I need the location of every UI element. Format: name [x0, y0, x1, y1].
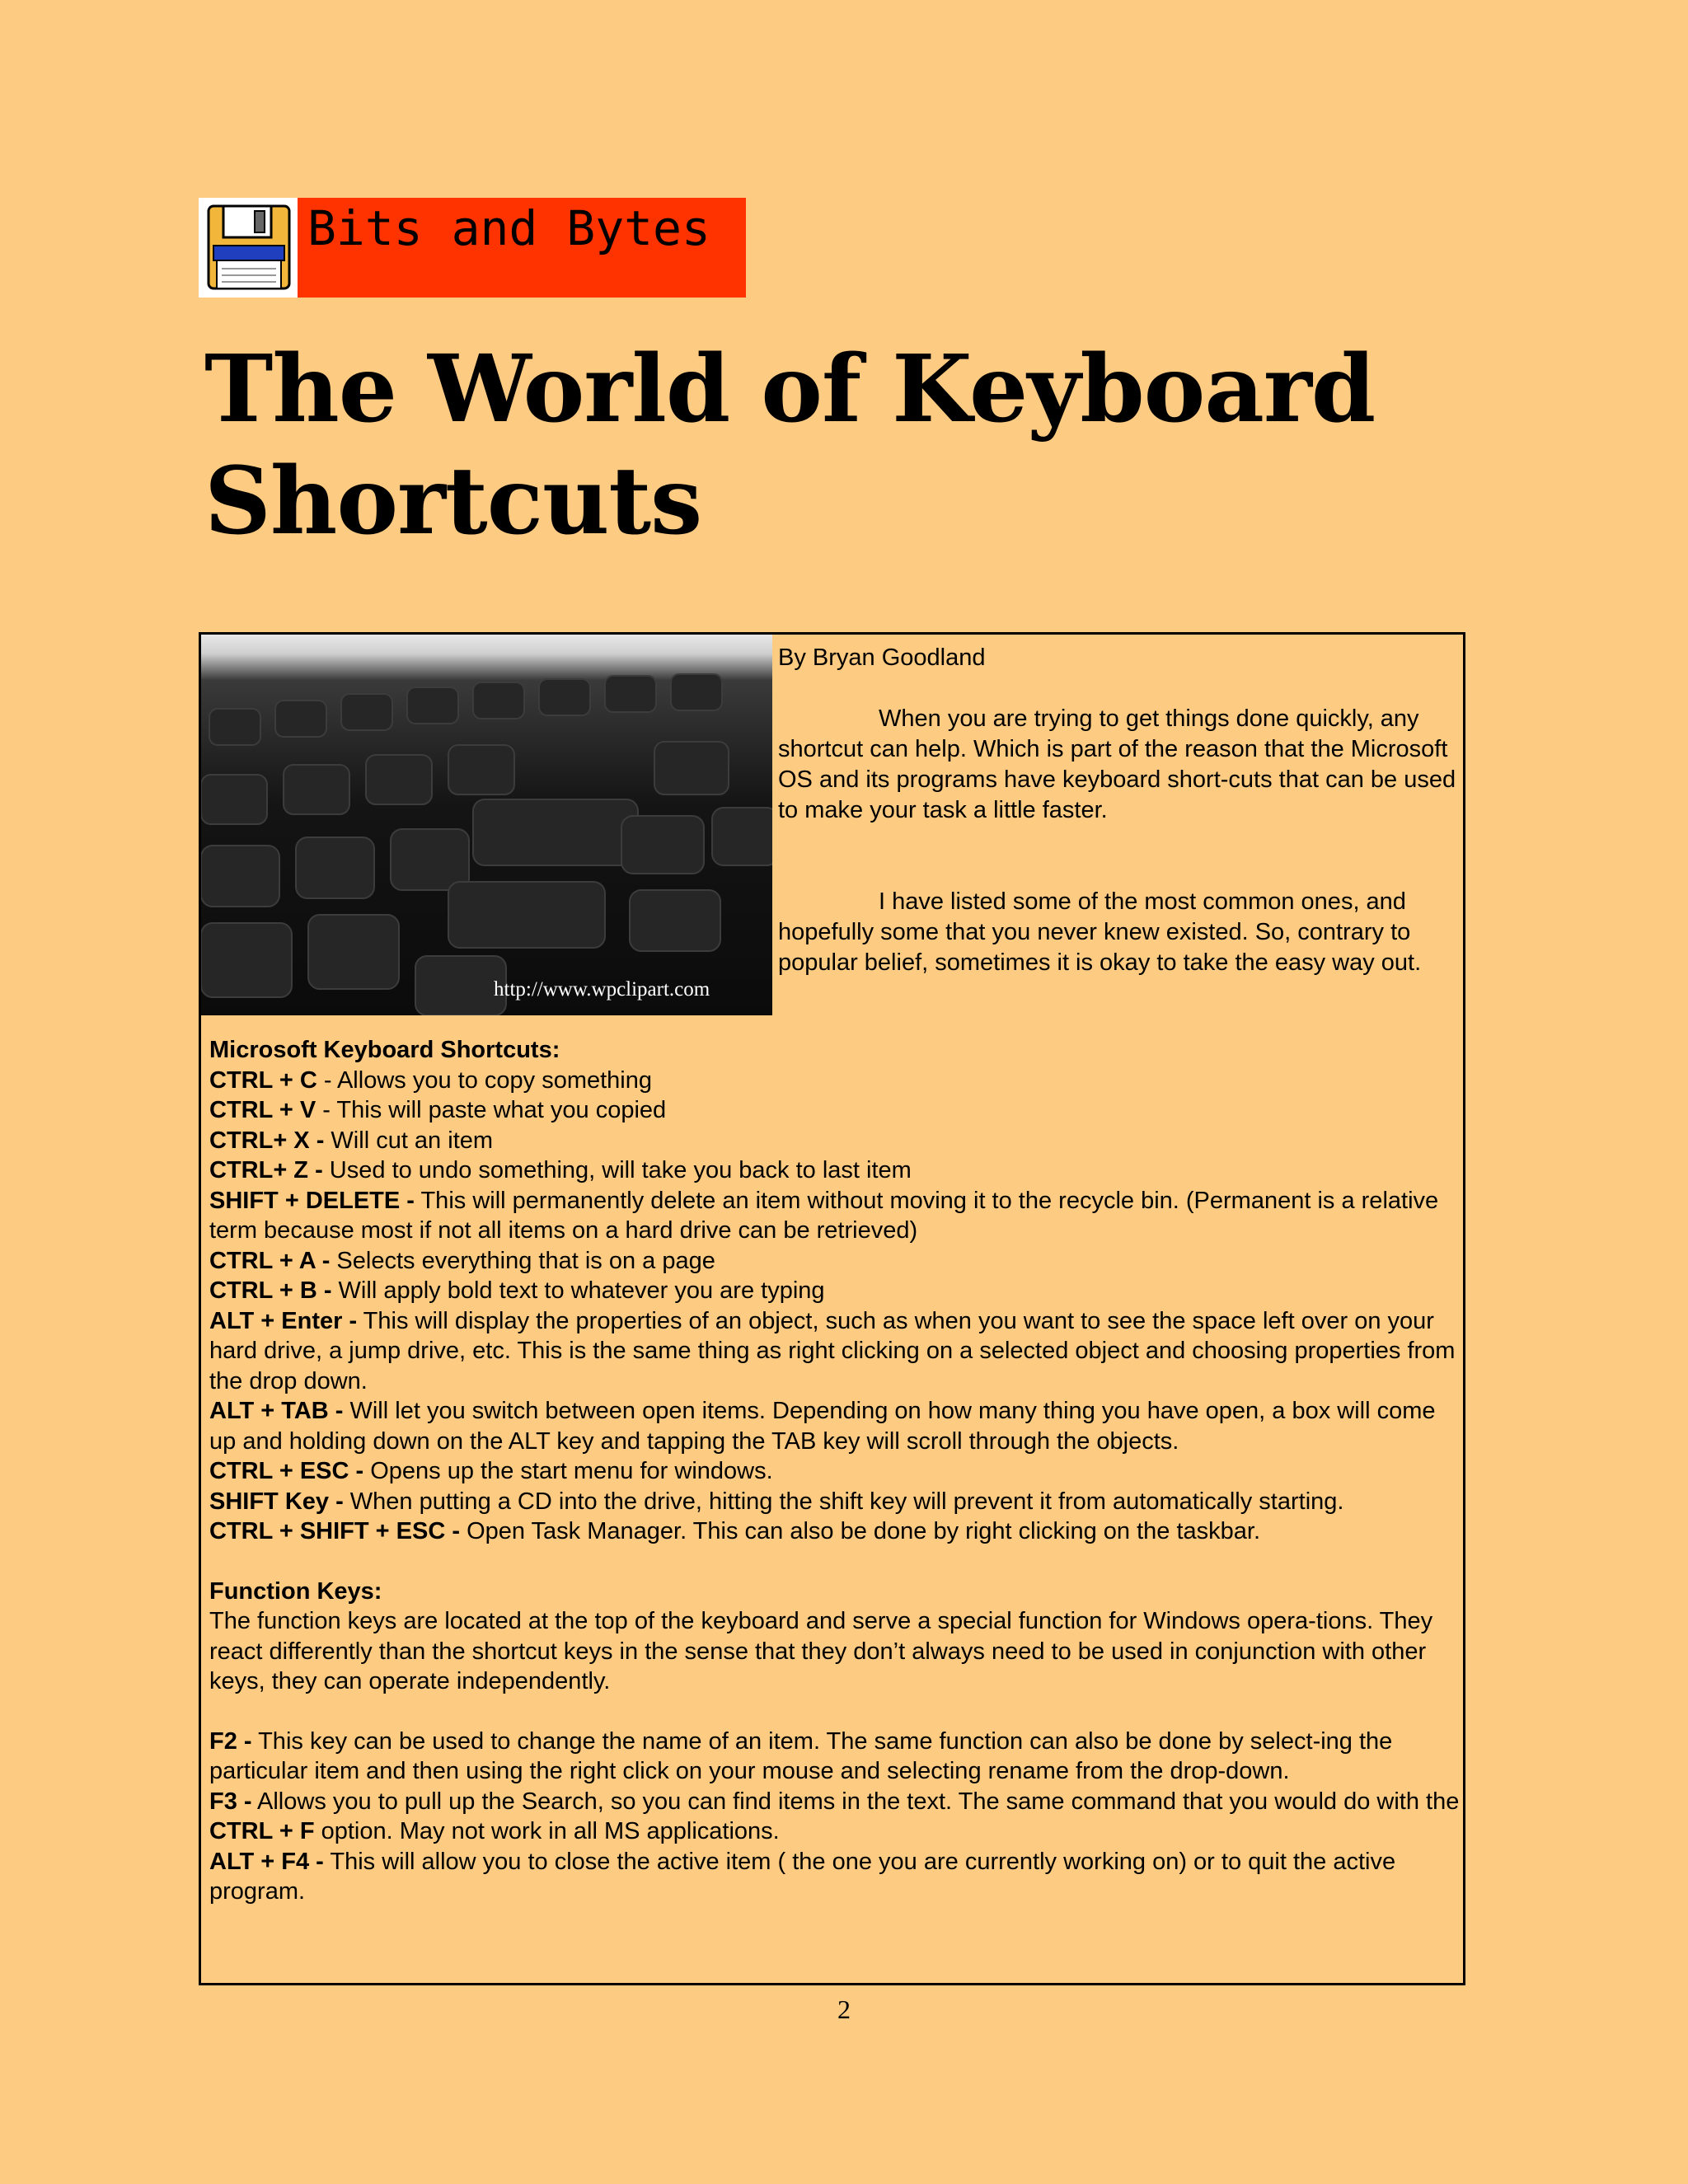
shortcut-desc: This will permanently delete an item without moving it to the recycle bin. (Permanent is a relative term because most if not all items on a hard drive can be retrieved) — [209, 1187, 1439, 1244]
shortcut-item — [209, 1246, 1462, 1277]
byline: By Bryan Goodland — [778, 644, 986, 671]
page-number: 2 — [837, 1994, 851, 2024]
shortcut-key: CTRL+ Z - — [209, 1157, 323, 1183]
shortcut-key: CTRL + A - — [209, 1247, 331, 1274]
function-key-item — [209, 1847, 1462, 1907]
floppy-disk-icon — [199, 198, 298, 298]
photo-credit: http://www.wpclipart.com — [494, 978, 710, 1001]
shortcut-key: CTRL+ X - — [209, 1127, 325, 1154]
shortcut-key: CTRL + B - — [209, 1277, 332, 1304]
shortcut-item — [209, 1095, 1462, 1126]
shortcut-item — [209, 1186, 1462, 1246]
shortcut-desc: Opens up the start menu for windows. — [363, 1458, 773, 1484]
shortcut-desc: option. May not work in all MS applications. — [314, 1818, 780, 1844]
spacer — [778, 673, 1458, 704]
spacer — [209, 1547, 1462, 1577]
keyboard-photo — [201, 635, 772, 1015]
shortcut-desc: When putting a CD into the drive, hitting the shift key will prevent it from automatically starting. — [343, 1488, 1344, 1515]
spacer — [209, 1697, 1462, 1727]
function-key-item — [209, 1787, 1462, 1847]
shortcut-key: ALT + Enter - — [209, 1307, 358, 1334]
shortcut-item — [209, 1066, 1462, 1096]
shortcut-key: F3 - — [209, 1788, 252, 1815]
shortcut-key: CTRL + ESC - — [209, 1458, 364, 1484]
shortcut-key: F2 - — [209, 1727, 252, 1755]
shortcut-desc: Allows you to pull up the Search, so you can find items in the text. The same command that you would do with the — [251, 1788, 1460, 1815]
shortcut-item — [209, 1155, 1462, 1186]
shortcut-key: ALT + F4 - — [209, 1848, 324, 1875]
shortcut-desc: Open Task Manager. This can also be done by right clicking on the taskbar. — [460, 1518, 1261, 1544]
shortcut-item — [209, 1306, 1462, 1397]
function-key-item — [209, 1727, 1462, 1787]
intro-paragraph-1: When you are trying to get things done quickly, any shortcut can help. Which is part of the reason that the Microsoft OS and its programs have keyboard short-cuts that can be used to make your task a little faster. — [778, 705, 1456, 823]
spacer — [778, 826, 1458, 887]
shortcut-desc: This key can be used to change the name of an item. The same function can also be done by select-ing the particular item and then using the right click on your mouse and selecting rename from the drop-down. — [209, 1727, 1393, 1784]
shortcut-key: CTRL + C — [209, 1066, 317, 1094]
shortcut-desc: - Allows you to copy something — [316, 1066, 652, 1094]
shortcut-item — [209, 1126, 1462, 1156]
shortcut-item — [209, 1456, 1462, 1487]
shortcut-item — [209, 1276, 1462, 1306]
shortcuts-heading: Microsoft Keyboard Shortcuts: — [209, 1037, 560, 1063]
section-label: Bits and Bytes — [298, 198, 746, 298]
shortcut-desc: Will let you switch between open items. Depending on how many thing you have open, a box will come up and holding down on the ALT key and tapping the TAB key will scroll through the objects. — [209, 1398, 1436, 1455]
shortcut-key: CTRL + SHIFT + ESC - — [209, 1518, 461, 1544]
function-keys-heading: Function Keys: — [209, 1577, 382, 1605]
shortcut-item — [209, 1487, 1462, 1517]
shortcut-desc: Will cut an item — [324, 1127, 494, 1154]
article-body — [209, 1035, 1462, 1907]
shortcut-desc: Selects everything that is on a page — [330, 1247, 715, 1274]
shortcut-desc: Will apply bold text to whatever you are typing — [331, 1277, 825, 1304]
shortcut-desc: This will display the properties of an object, such as when you want to see the space left over on your hard drive, a jump drive, etc. This is the same thing as right clicking on a selected object and choosing properties from the drop down. — [209, 1307, 1456, 1394]
article-box — [199, 632, 1465, 1985]
shortcut-key: ALT + TAB - — [209, 1398, 344, 1424]
keyboard-illustration — [201, 635, 772, 1015]
article-title: The World of Keyboard Shortcuts — [204, 335, 1376, 555]
shortcut-key: SHIFT Key - — [209, 1488, 344, 1515]
shortcut-desc: Used to undo something, will take you back to last item — [322, 1157, 912, 1183]
intro-column — [778, 643, 1458, 978]
function-keys-intro: The function keys are located at the top of the keyboard and serve a special function for Windows opera-tions. They react differently than the shortcut keys in the sense that they don’t always need to be used in conjunction with other keys, they can operate independently. — [209, 1608, 1433, 1694]
shortcut-item — [209, 1516, 1462, 1547]
shortcut-desc: - This will paste what you copied — [316, 1097, 667, 1123]
shortcut-key: CTRL + V — [209, 1097, 316, 1123]
shortcut-key: SHIFT + DELETE - — [209, 1187, 415, 1214]
shortcut-desc: This will allow you to close the active item ( the one you are currently working on) or to quit the active program. — [209, 1848, 1396, 1905]
shortcut-item — [209, 1396, 1462, 1456]
section-banner — [199, 198, 746, 298]
intro-paragraph-2: I have listed some of the most common ones, and hopefully some that you never knew existed. So, contrary to popular belief, sometimes it is okay to take the easy way out. — [778, 888, 1422, 976]
inline-shortcut-key: CTRL + F — [209, 1818, 315, 1844]
